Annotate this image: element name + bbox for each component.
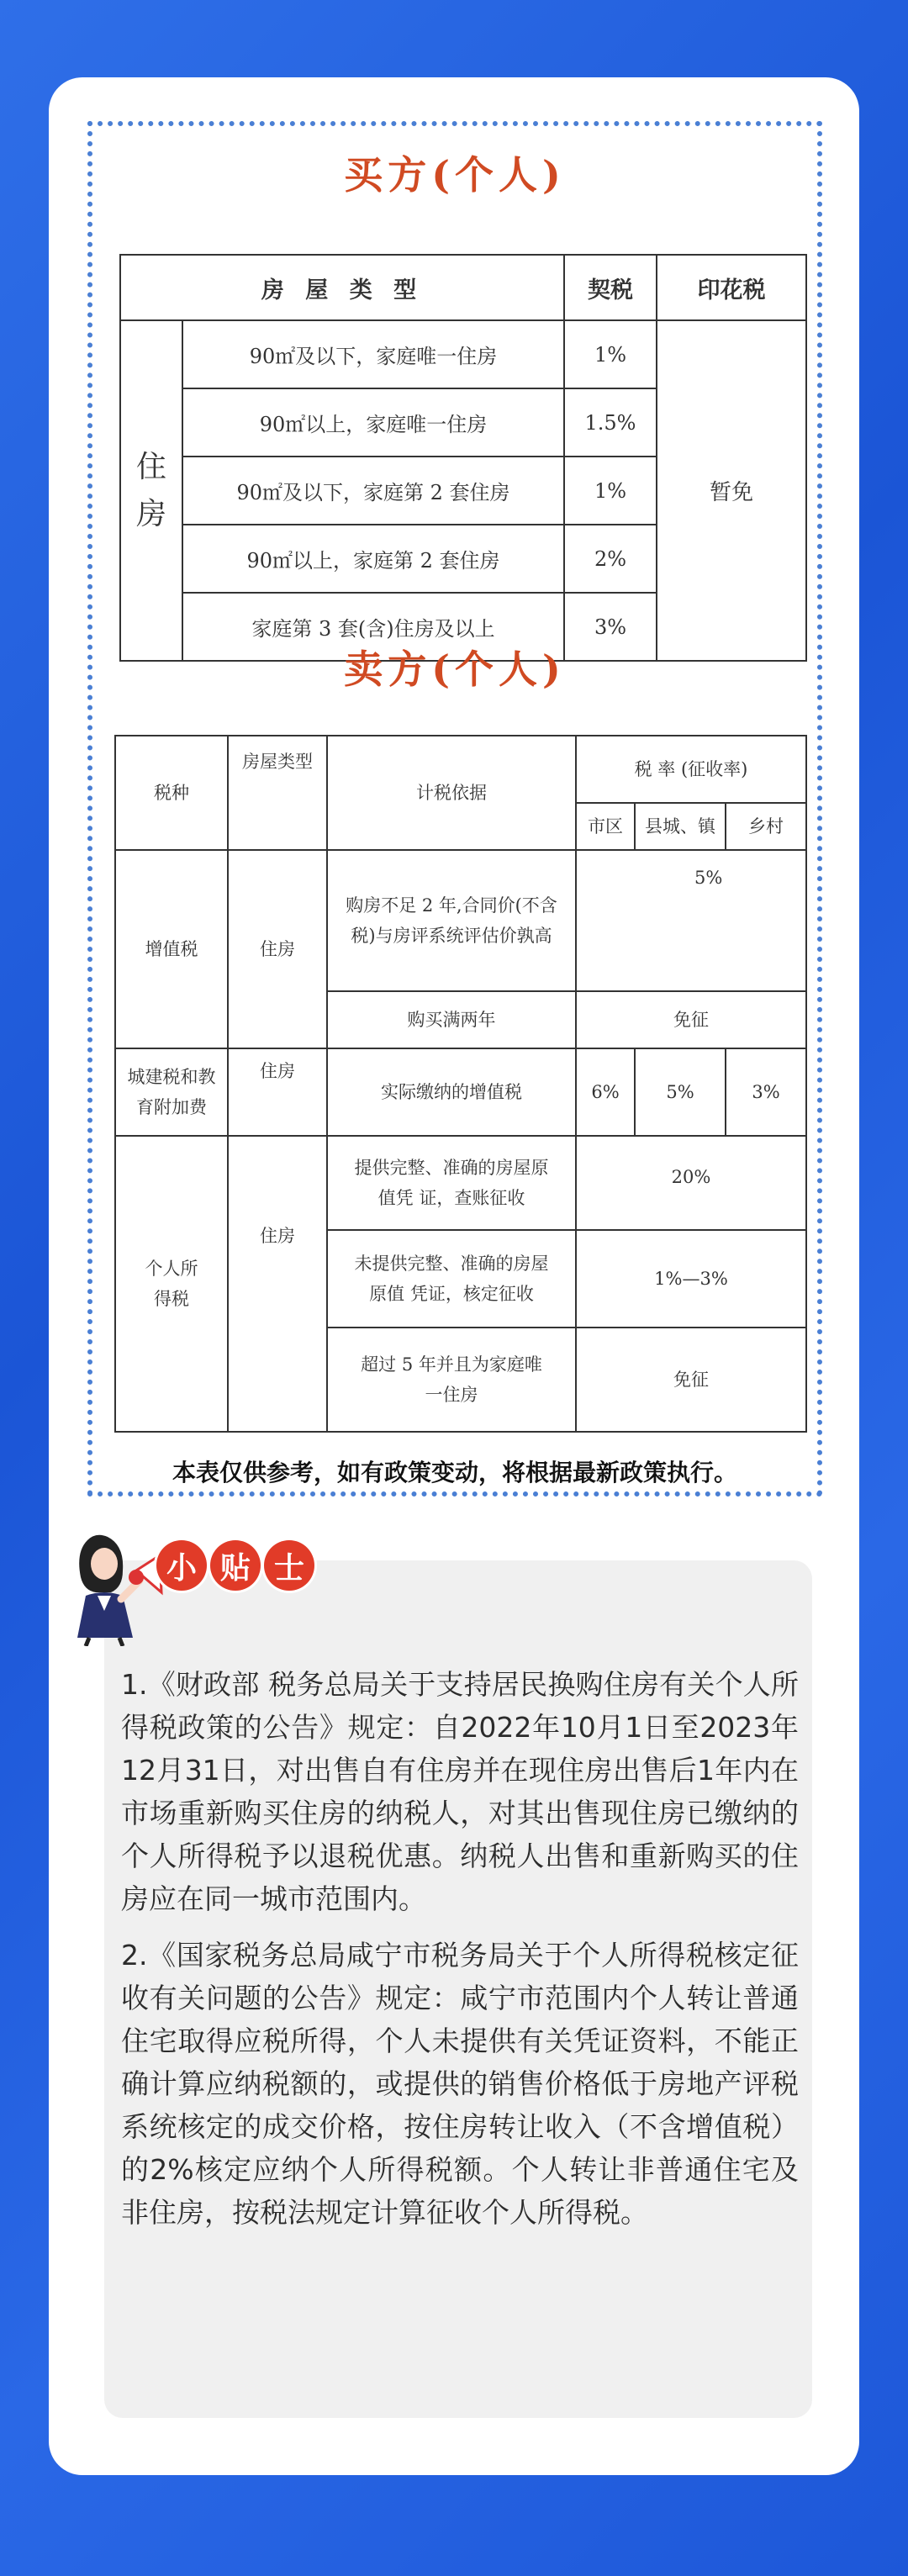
- vat-rate-1: 5%: [576, 850, 806, 991]
- header-house-type: 房 屋 类 型: [120, 255, 564, 320]
- buyer-table: [119, 254, 807, 662]
- tips-text: [121, 1663, 799, 2247]
- header-tax-rate: 税 率 (征收率): [576, 736, 806, 803]
- woman-megaphone-icon: [55, 1512, 165, 1646]
- deed-rate-cell: 3%: [564, 593, 657, 661]
- header-deed-tax: 契税: [564, 255, 657, 320]
- vat-name: 增值税: [115, 850, 228, 1048]
- header-city: 市区: [576, 803, 635, 850]
- seller-table: [114, 735, 807, 1433]
- vat-basis-1: 购房不足 2 年,合同价(不含 税)与房评系统评估价孰高: [327, 850, 576, 991]
- urban-tax-basis: 实际缴纳的增值税: [327, 1048, 576, 1136]
- tax-table-frame: [87, 121, 822, 1497]
- deed-rate-cell: 1%: [564, 457, 657, 525]
- tip-item-1: 1.《财政部 税务总局关于支持居民换购住房有关个人所得税政策的公告》规定：自2022年10月1日至2023年12月31日，对出售自有住房并在现住房出售后1年内在市场重新购买住房的纳税人，对其出售现住房已缴纳的个人所得税予以退税优惠。纳税人出售和重新购买的住房应在同一城市范围内。: [121, 1668, 799, 1915]
- seller-title: 卖方(个人): [344, 647, 566, 692]
- stamp-tax-cell: 暂免: [657, 320, 806, 661]
- house-type-cell: 90㎡及以下，家庭唯一住房: [182, 320, 564, 388]
- tips-badge-char: 小: [156, 1540, 207, 1591]
- vat-house: 住房: [228, 850, 327, 1048]
- house-type-cell: 90㎡以上，家庭第 2 套住房: [182, 525, 564, 593]
- house-type-cell: 90㎡及以下，家庭第 2 套住房: [182, 457, 564, 525]
- header-tax-kind: 税种: [115, 736, 228, 850]
- deed-rate-cell: 1%: [564, 320, 657, 388]
- content-card: [49, 77, 859, 2475]
- category-housing: 住 房: [120, 320, 182, 661]
- urban-rate-village: 3%: [726, 1048, 806, 1136]
- header-stamp-tax: 印花税: [657, 255, 806, 320]
- pit-basis-1: 提供完整、准确的房屋原值凭 证，查账征收: [327, 1136, 576, 1230]
- pit-rate-1: 20%: [576, 1136, 806, 1230]
- urban-rate-city: 6%: [576, 1048, 635, 1136]
- pit-name: 个人所得税: [115, 1136, 228, 1432]
- pit-house: 住房: [228, 1136, 327, 1432]
- house-type-cell: 家庭第 3 套(含)住房及以上: [182, 593, 564, 661]
- deed-rate-cell: 2%: [564, 525, 657, 593]
- header-village: 乡村: [726, 803, 806, 850]
- tip-item-2: 2.《国家税务总局咸宁市税务局关于个人所得税核定征收有关问题的公告》规定：咸宁市范围内个人转让普通住宅取得应税所得，个人未提供有关凭证资料，不能正确计算应纳税额的，或提供的销售价格低于房地产评税系统核定的成交价格，按住房转让收入（不含增值税）的2%核定应纳个人所得税额。个人转让非普通住宅及非住房，按税法规定计算征收个人所得税。: [121, 1939, 799, 2229]
- header-house-kind: 房屋类型: [228, 736, 327, 850]
- header-tax-basis: 计税依据: [327, 736, 576, 850]
- vat-rate-2: 免征: [576, 991, 806, 1048]
- pit-rate-3: 免征: [576, 1328, 806, 1432]
- header-county: 县城、镇: [635, 803, 726, 850]
- tips-badge: [156, 1540, 314, 1591]
- deed-rate-cell: 1.5%: [564, 388, 657, 457]
- urban-rate-county: 5%: [635, 1048, 726, 1136]
- pit-basis-3: 超过 5 年并且为家庭唯一住房: [327, 1328, 576, 1432]
- urban-tax-house: 住房: [228, 1048, 327, 1136]
- tips-badge-char: 贴: [210, 1540, 261, 1591]
- disclaimer-note: 本表仅供参考，如有政策变动，将根据最新政策执行。: [172, 1459, 737, 1486]
- vat-basis-2: 购买满两年: [327, 991, 576, 1048]
- urban-tax-name: 城建税和教育附加费: [115, 1048, 228, 1136]
- pit-basis-2: 未提供完整、准确的房屋原值 凭证，核定征收: [327, 1230, 576, 1328]
- pit-rate-2: 1%—3%: [576, 1230, 806, 1328]
- house-type-cell: 90㎡以上，家庭唯一住房: [182, 388, 564, 457]
- buyer-title: 买方(个人): [344, 152, 566, 198]
- tips-badge-char: 士: [264, 1540, 314, 1591]
